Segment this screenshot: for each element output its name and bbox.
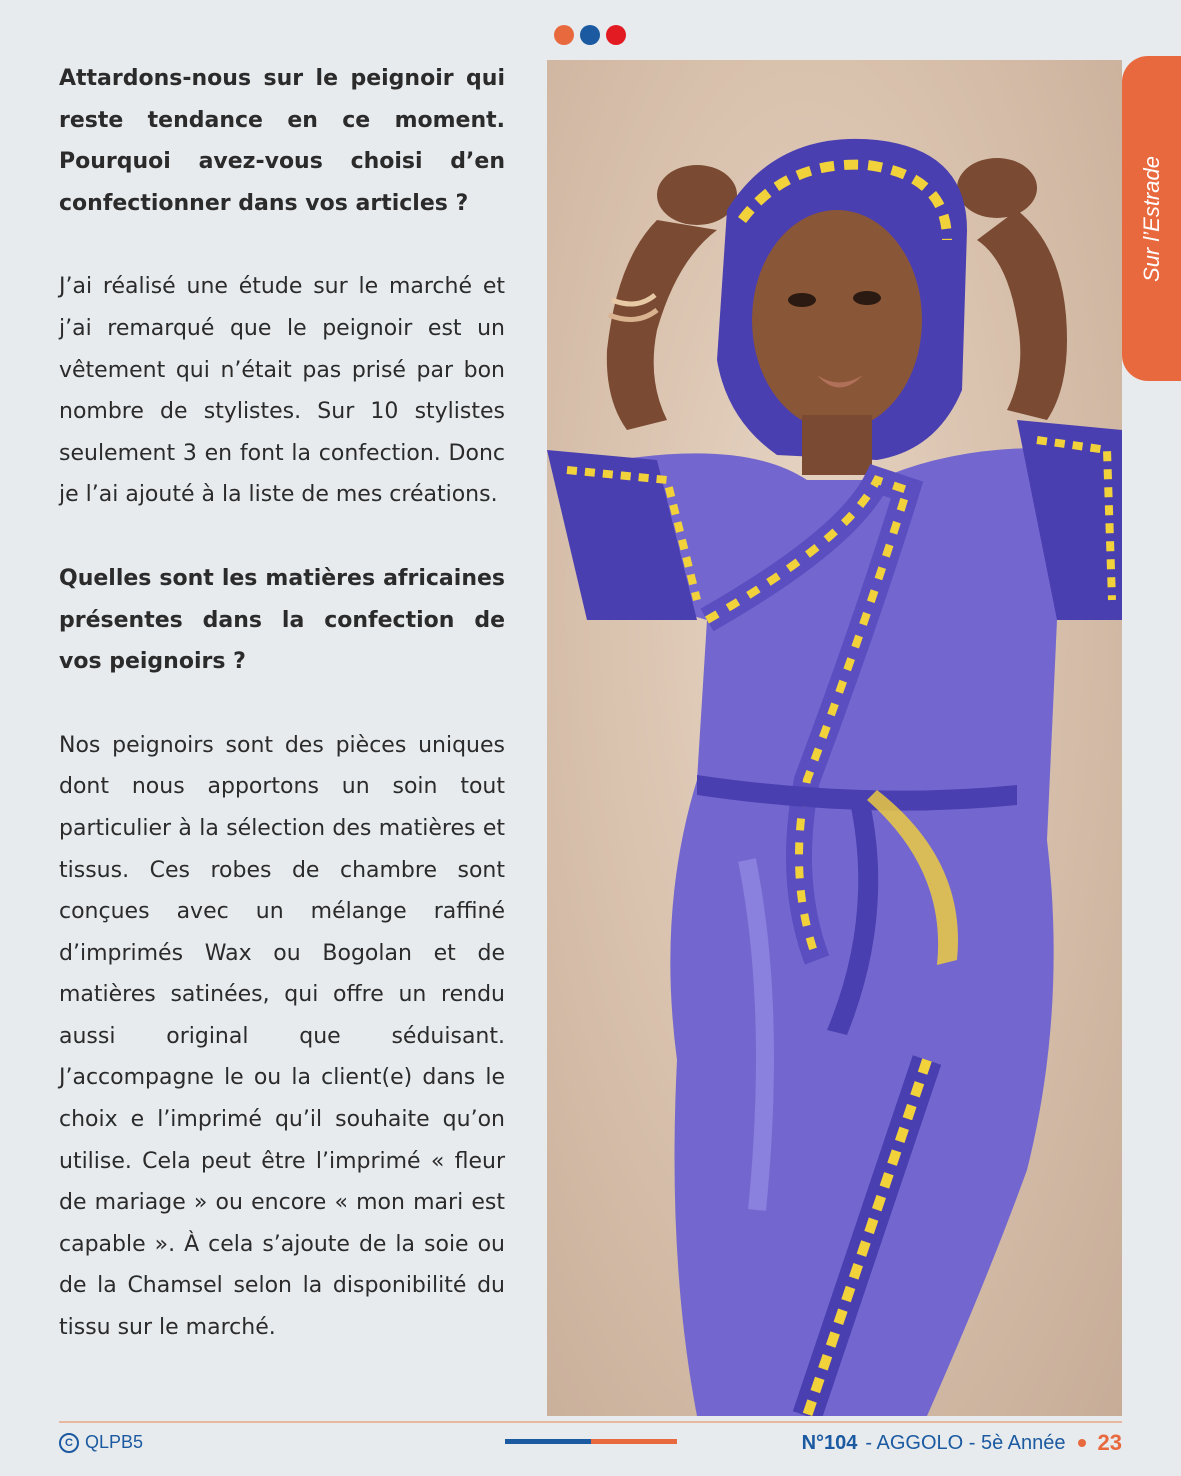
footer-divider [59, 1421, 1122, 1423]
answer-2: Nos peignoirs sont des pièces uniques dont nous apportons un soin tout particulier à la sélection des matières et tissus. Ces robes de chambre sont conçues avec un mélange raffiné d’imprimés Wax ou Bogolan et de matières satinées, qui offre un rendu aussi original que séduisant. J’accompagne le ou la client(e) dans le choix e l’imprimé qu’il souhaite qu’on utilise. Cela peut être l’imprimé « fleur de mariage » ou encore « mon mari est capable ». À cela s’ajoute de la soie ou de la Chamsel selon la disponibilité du tissu sur le marché. [59, 732, 505, 1341]
separator-dot [1078, 1439, 1086, 1447]
magazine-name: - AGGOLO - 5è Année [865, 1431, 1066, 1454]
answer-1: J’ai réalisé une étude sur le marché et j’ai remarqué que le peignoir est un vêtement qui n’était pas prisé par bon nombre de stylistes. Sur 10 stylistes seulement 3 en font la confection. Donc je l’ai ajouté à la liste de mes créations. [59, 274, 505, 508]
red-dot [606, 25, 626, 45]
footer-copyright [59, 1432, 143, 1453]
issue-number: N°104 [801, 1431, 858, 1454]
section-tab-label: Sur l’Estrade [1138, 155, 1164, 282]
orange-dot [554, 25, 574, 45]
model-illustration [547, 60, 1122, 1416]
blue-dot [580, 25, 600, 45]
section-tab [1122, 56, 1181, 381]
copyright-icon: C [59, 1433, 79, 1453]
page-number: 23 [1097, 1430, 1122, 1455]
decorative-dots [554, 25, 626, 45]
question-2: Quelles sont les matières africaines présentes dans la confection de vos peignoirs ? [59, 565, 505, 675]
question-1: Attardons-nous sur le peignoir qui reste tendance en ce moment. Pourquoi avez-vous choisi d’en confectionner dans vos articles ? [59, 66, 505, 216]
footer-color-bar [505, 1439, 677, 1444]
copyright-text: QLPB5 [85, 1432, 144, 1452]
footer-issue-info [802, 1430, 1122, 1456]
model-photo [547, 60, 1122, 1416]
article-text-column [59, 58, 505, 1349]
